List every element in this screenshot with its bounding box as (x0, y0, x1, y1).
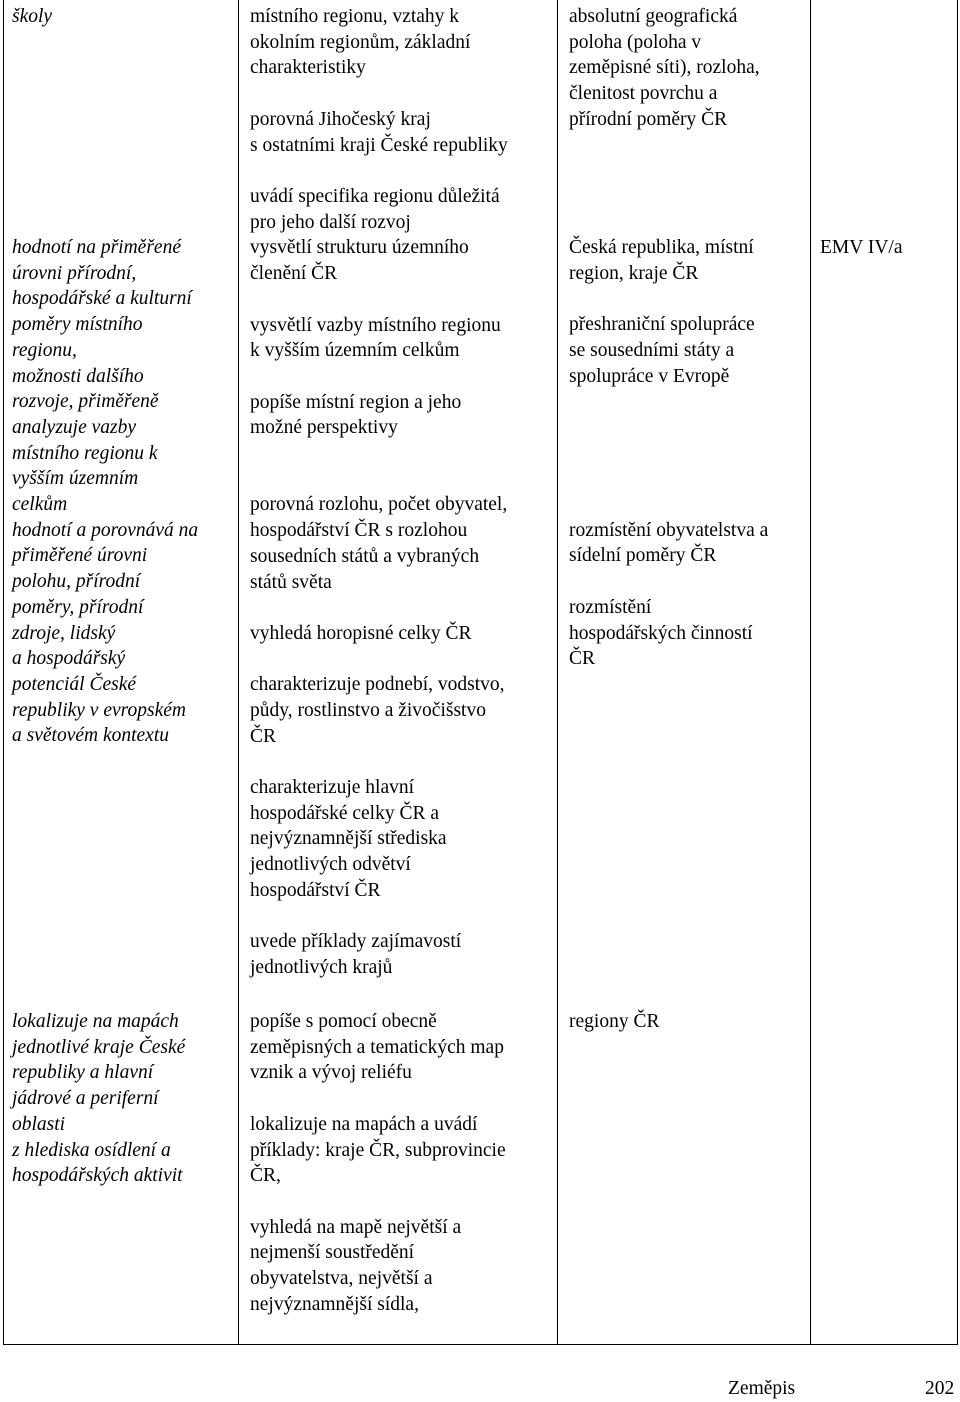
curriculum-text: regiony ČR (569, 1011, 660, 1032)
subject-outcome-text: vysvětlí strukturu územního členění ČR (250, 237, 469, 285)
curriculum-text: rozmístění obyvatelstva a sídelní poměry ČR (569, 519, 769, 567)
row2-subject-outcome-cell (250, 184, 555, 981)
footer-subject: Zeměpis (728, 1378, 796, 1399)
subject-outcome-text: vyhledá horopisné celky ČR (250, 622, 472, 644)
table-left-border (3, 0, 4, 1345)
subject-outcome-text: uvádí specifika regionu důležitá pro jeho další rozvoj (250, 186, 500, 233)
crosscurricular-text: EMV IV/a (820, 237, 903, 258)
subject-outcome-text: vysvětlí vazby místního regionu k vyšším územním celkům (250, 314, 501, 362)
row1-subject-outcome-cell (250, 4, 550, 158)
row2-crosscurricular-cell (820, 235, 952, 261)
outcome-text: školy (12, 6, 53, 27)
row1-outcome-cell (12, 4, 232, 30)
row3-curriculum-cell (569, 1009, 807, 1035)
subject-outcome-text: popíše místní region a jeho možné perspektivy (250, 391, 462, 439)
row2-outcome-cell (12, 235, 236, 749)
page-number: 202 (925, 1378, 955, 1399)
subject-outcome-text: charakterizuje hlavní hospodářské celky ČR a nejvýznamnější střediska jednotlivých odvětví hospodářství ČR (250, 777, 447, 901)
subject-outcome-text: charakterizuje podnebí, vodstvo, půdy, rostlinstvo a živočišstvo ČR (250, 674, 505, 747)
row3-subject-outcome-cell (250, 1009, 555, 1317)
subject-outcome-text: porovná rozlohu, počet obyvatel, hospodářství ČR s rozlohou sousedních států a vybraných států světa (250, 494, 508, 593)
curriculum-text: rozmístění hospodářských činností ČR (569, 596, 753, 670)
column-divider-1 (238, 0, 239, 1345)
subject-outcome-text: lokalizuje na mapách a uvádí příklady: kraje ČR, subprovincie ČR, (250, 1113, 506, 1187)
curriculum-text: Česká republika, místní region, kraje ČR (569, 237, 754, 284)
row2-curriculum-cell (569, 235, 807, 672)
subject-outcome-text: vyhledá na mapě největší a nejmenší soustředění obyvatelstva, největší a nejvýznamnější sídla, (250, 1216, 462, 1315)
curriculum-text: absolutní geografická poloha (poloha v zeměpisné síti), rozloha, členitost povrchu a přírodní poměry ČR (569, 6, 760, 130)
outcome-text: hodnotí a porovnává na přiměřené úrovni polohu, přírodní poměry, přírodní zdroje, lidský a hospodářský potenciál České republiky v evropském a světovém kontextu (12, 519, 199, 747)
curriculum-text: přeshraniční spolupráce se sousedními státy a spolupráce v Evropě (569, 314, 755, 387)
subject-outcome-text: popíše s pomocí obecně zeměpisných a tematických map vznik a vývoj reliéfu (250, 1011, 504, 1084)
table-right-border (957, 0, 958, 1345)
subject-outcome-text: místního regionu, vztahy k okolním regionům, základní charakteristiky (250, 6, 471, 79)
row1-curriculum-cell (569, 4, 804, 133)
column-divider-3 (810, 0, 811, 1345)
outcome-text: lokalizuje na mapách jednotlivé kraje České republiky a hlavní jádrové a periferní oblasti z hlediska osídlení a hospodářských aktivit (12, 1011, 186, 1187)
row3-outcome-cell (12, 1009, 236, 1189)
outcome-text: hodnotí na přiměřené úrovni přírodní, hospodářské a kulturní poměry místního regionu, možnosti dalšího rozvoje, přiměřeně analyzuje vazby místního regionu k vyšším územním celkům (12, 237, 192, 516)
table-bottom-border (3, 1344, 958, 1345)
subject-outcome-text: uvede příklady zajímavostí jednotlivých krajů (250, 931, 462, 978)
subject-outcome-text: porovná Jihočeský kraj s ostatními kraji České republiky (250, 108, 508, 156)
column-divider-2 (557, 0, 558, 1345)
